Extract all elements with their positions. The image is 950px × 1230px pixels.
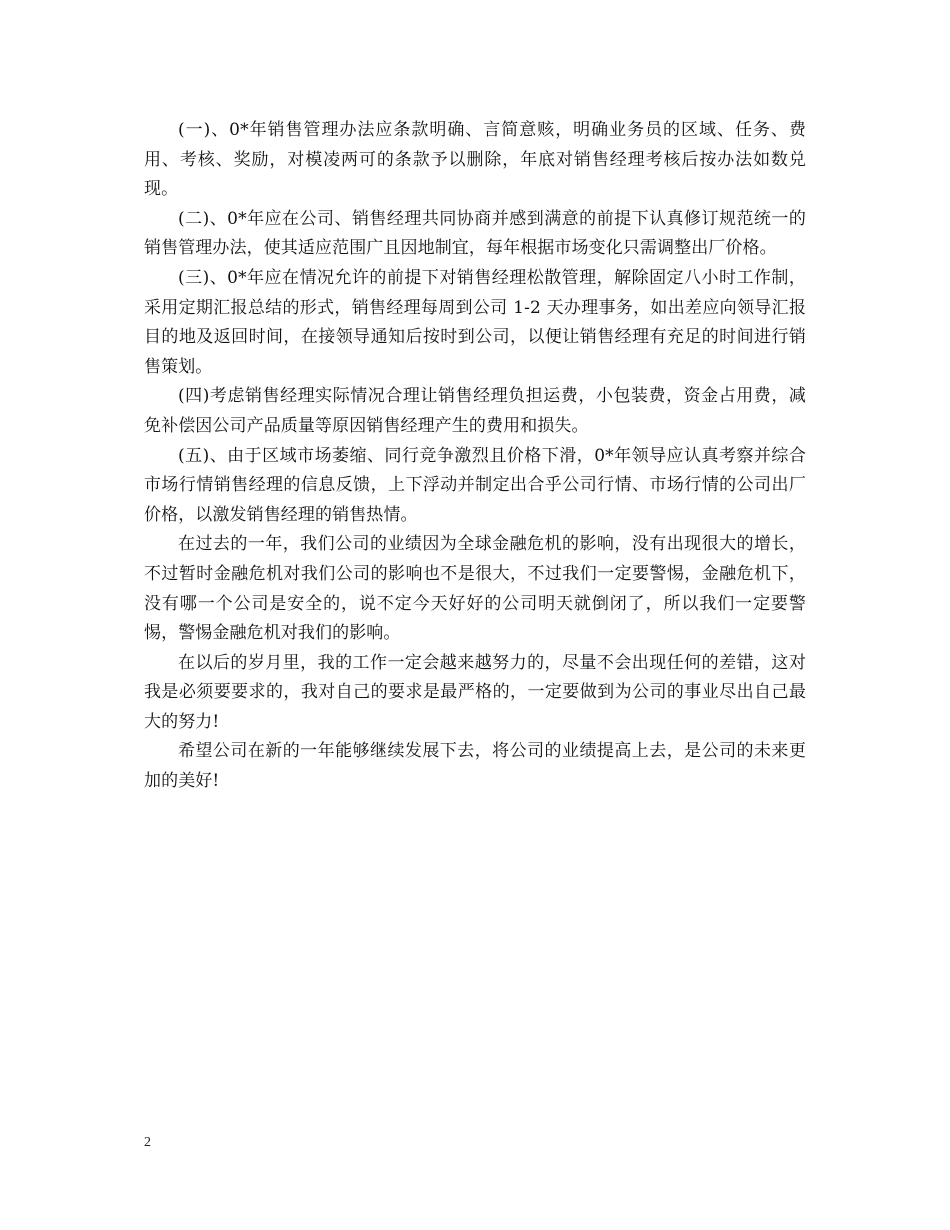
paragraph-5: (五)、由于区域市场萎缩、同行竞争激烈且价格下滑，0*年领导应认真考察并综合市场行情销售经理的信息反馈，上下浮动并制定出合乎公司行情、市场行情的公司出厂价格，以激发销售经理的销售热情。: [144, 445, 806, 525]
page-number: 2: [144, 1135, 151, 1150]
paragraph-6: 在过去的一年，我们公司的业绩因为全球金融危机的影响，没有出现很大的增长，不过暂时金融危机对我们公司的影响也不是很大，不过我们一定要警惕，金融危机下，没有哪一个公司是安全的，说不定今天好好的公司明天就倒闭了，所以我们一定要警惕，警惕金融危机对我们的影响。: [144, 534, 806, 644]
paragraph-3: (三)、0*年应在情况允许的前提下对销售经理松散管理，解除固定八小时工作制，采用定期汇报总结的形式，销售经理每周到公司 1-2 天办理事务，如出差应向领导汇报目的地及返回时间，在接领导通知后按时到公司，以便让销售经理有充足的时间进行销售策划。: [144, 267, 806, 377]
paragraph-4: (四)考虑销售经理实际情况合理让销售经理负担运费，小包装费，资金占用费，减免补偿因公司产品质量等原因销售经理产生的费用和损失。: [144, 386, 806, 436]
paragraph-7: 在以后的岁月里，我的工作一定会越来越努力的，尽量不会出现任何的差错，这对我是必须要要求的，我对自己的要求是最严格的，一定要做到为公司的事业尽出自己最大的努力!: [144, 652, 806, 732]
paragraph-2: (二)、0*年应在公司、销售经理共同协商并感到满意的前提下认真修订规范统一的销售管理办法，使其适应范围广且因地制宜，每年根据市场变化只需调整出厂价格。: [144, 208, 806, 259]
paragraph-8: 希望公司在新的一年能够继续发展下去，将公司的业绩提高上去，是公司的未来更加的美好!: [144, 741, 806, 792]
paragraph-1: (一)、0*年销售管理办法应条款明确、言简意赅，明确业务员的区域、任务、费用、考核、奖励，对模凌两可的条款予以删除，年底对销售经理考核后按办法如数兑现。: [144, 120, 806, 200]
document-body: [144, 116, 806, 797]
